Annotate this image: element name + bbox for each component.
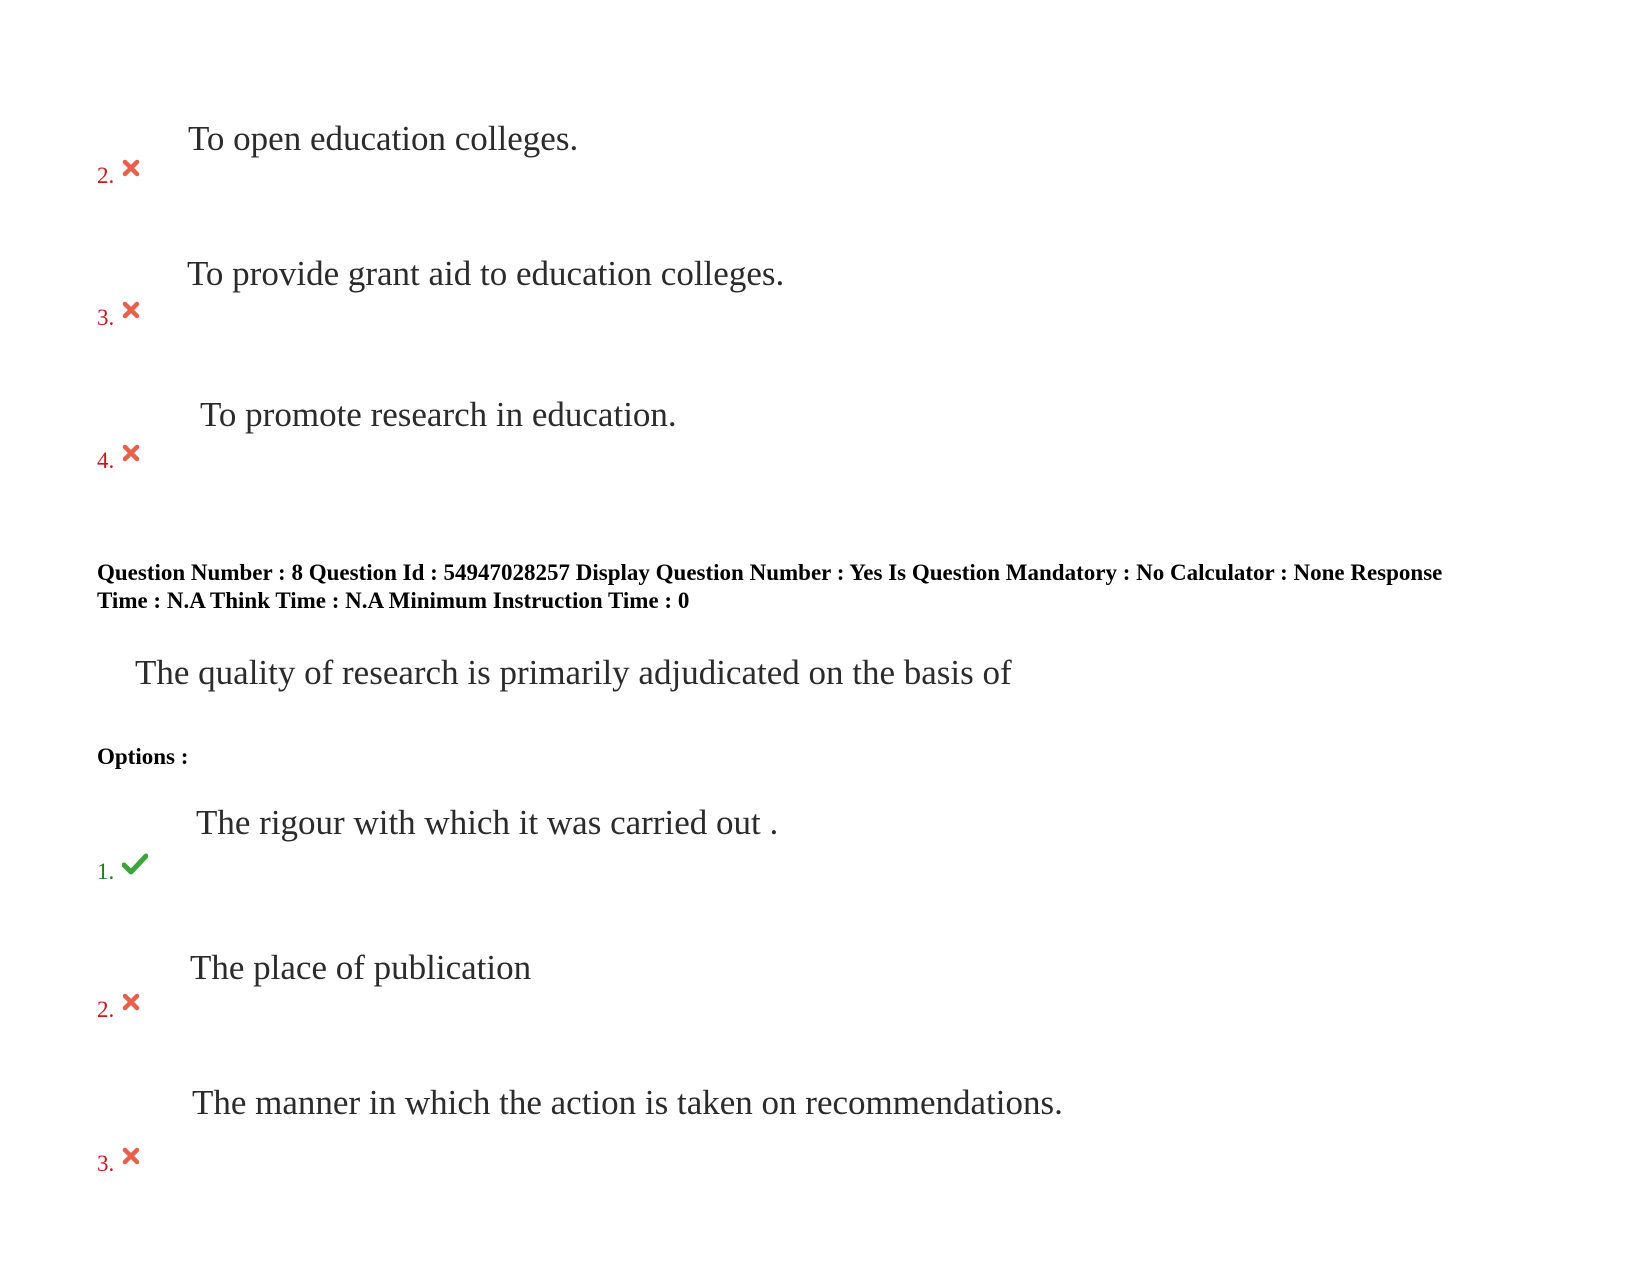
options-label: Options : bbox=[97, 744, 189, 769]
cross-icon bbox=[122, 1147, 140, 1165]
option-number: 2. bbox=[97, 997, 115, 1022]
option-number: 1. bbox=[97, 859, 115, 884]
question-meta bbox=[97, 559, 1577, 615]
option-number: 2. bbox=[97, 163, 115, 188]
option-text: The place of publication bbox=[190, 948, 532, 987]
cross-icon bbox=[122, 159, 140, 177]
option-number: 3. bbox=[97, 1151, 115, 1176]
option-number: 3. bbox=[97, 305, 115, 330]
option-marker bbox=[97, 857, 144, 884]
cross-icon bbox=[122, 993, 140, 1011]
option-text: The manner in which the action is taken on recommendations. bbox=[192, 1083, 1063, 1122]
option-marker bbox=[97, 306, 136, 330]
option-marker bbox=[97, 449, 136, 473]
option-marker bbox=[97, 998, 136, 1022]
cross-icon bbox=[122, 444, 140, 462]
check-icon bbox=[122, 853, 148, 875]
option-text: To provide grant aid to education colleges. bbox=[187, 254, 785, 293]
question-meta-line-2: Time : N.A Think Time : N.A Minimum Instruction Time : 0 bbox=[97, 588, 690, 613]
option-number: 4. bbox=[97, 448, 115, 473]
option-text: To promote research in education. bbox=[200, 395, 677, 434]
option-text: The rigour with which it was carried out . bbox=[196, 803, 779, 842]
option-marker bbox=[97, 1152, 136, 1176]
option-text: To open education colleges. bbox=[188, 119, 579, 158]
question-stem: The quality of research is primarily adjudicated on the basis of bbox=[135, 653, 1012, 692]
cross-icon bbox=[122, 301, 140, 319]
question-meta-line-1: Question Number : 8 Question Id : 54947028257 Display Question Number : Yes Is Question Mandatory : No Calculator : None Response bbox=[97, 560, 1443, 585]
option-marker bbox=[97, 164, 136, 188]
